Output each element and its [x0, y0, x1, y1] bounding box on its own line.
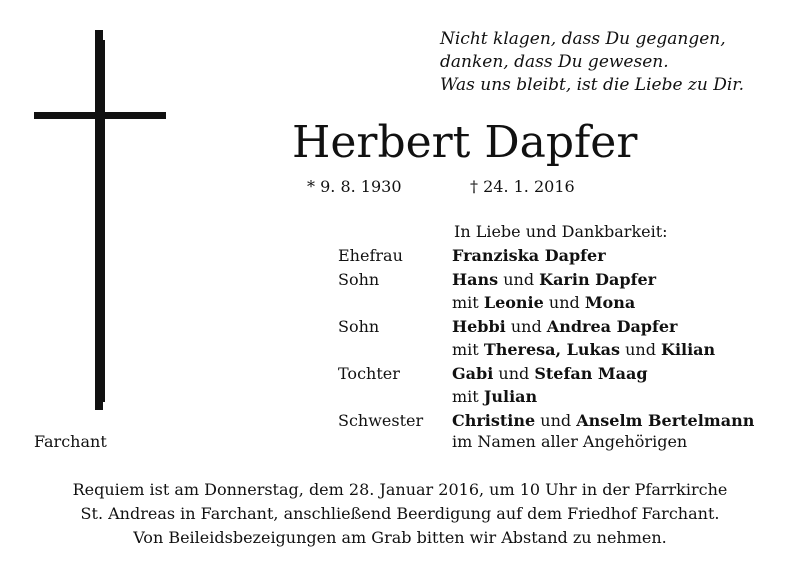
cross-icon	[95, 30, 103, 410]
connector-text: und	[493, 363, 535, 383]
mourner-name: Andrea Dapfer	[546, 316, 678, 336]
mourner-name: Leonie	[483, 293, 544, 312]
footer-line: Requiem ist am Donnerstag, dem 28. Januar 2016, um 10 Uhr in der Pfarrkirche	[72, 480, 728, 499]
mourner-name: Hans	[452, 269, 499, 289]
connector-text: und	[498, 269, 540, 289]
cross-icon-bar	[34, 112, 166, 119]
connector-text: und	[543, 293, 585, 312]
mourners-intro: In Liebe und Dankbarkeit:	[454, 222, 668, 241]
poem-quote	[440, 28, 744, 97]
mourner-name: Anselm Bertelmann	[576, 410, 755, 430]
relation-label: Tochter	[338, 363, 400, 383]
connector-text: und	[535, 410, 577, 430]
cross-icon-shadow	[103, 40, 105, 402]
connector-text: mit	[452, 293, 484, 312]
birth-date: * 9. 8. 1930	[307, 177, 402, 196]
relation-names	[452, 315, 677, 339]
relation-label: Schwester	[338, 410, 424, 430]
connector-text: und	[620, 340, 662, 359]
footer-line: St. Andreas in Farchant, anschließend Beerdigung auf dem Friedhof Farchant.	[80, 504, 720, 523]
deceased-name: Herbert Dapfer	[292, 117, 638, 168]
death-date: † 24. 1. 2016	[470, 177, 575, 196]
quote-line: Nicht klagen, dass Du gegangen,	[440, 29, 726, 49]
relation-label: Sohn	[338, 316, 380, 336]
connector-text: und	[505, 316, 547, 336]
relation-names	[452, 338, 715, 362]
relation-names	[452, 409, 754, 433]
place-name: Farchant	[34, 432, 107, 451]
connector-text: mit	[452, 340, 484, 359]
mourner-name: Hebbi	[452, 316, 506, 336]
relation-names	[452, 362, 648, 386]
mourner-name: Karin Dapfer	[539, 269, 657, 289]
mourner-name: Kilian	[661, 340, 716, 359]
connector-text: mit	[452, 387, 484, 406]
funeral-notice	[0, 478, 800, 550]
quote-line: danken, dass Du gewesen.	[440, 52, 669, 72]
mourner-name: Gabi	[452, 363, 494, 383]
mourner-name: Julian	[483, 387, 538, 406]
relation-names	[452, 268, 656, 292]
relation-names	[452, 291, 635, 315]
relation-label: Ehefrau	[338, 246, 403, 265]
mourner-name: Stefan Maag	[534, 363, 648, 383]
relation-names	[452, 244, 606, 268]
mourner-name: Mona	[584, 293, 636, 312]
mourner-name: Franziska Dapfer	[452, 246, 606, 265]
footer-line: Von Beileidsbezeigungen am Grab bitten wir Abstand zu nehmen.	[133, 528, 667, 547]
relation-label: Sohn	[338, 269, 380, 289]
mourner-name: Theresa, Lukas	[483, 340, 620, 359]
quote-line: Was uns bleibt, ist die Liebe zu Dir.	[440, 75, 744, 95]
mourners-closing: im Namen aller Angehörigen	[452, 432, 688, 451]
relation-names	[452, 385, 537, 409]
mourner-name: Christine	[452, 410, 536, 430]
